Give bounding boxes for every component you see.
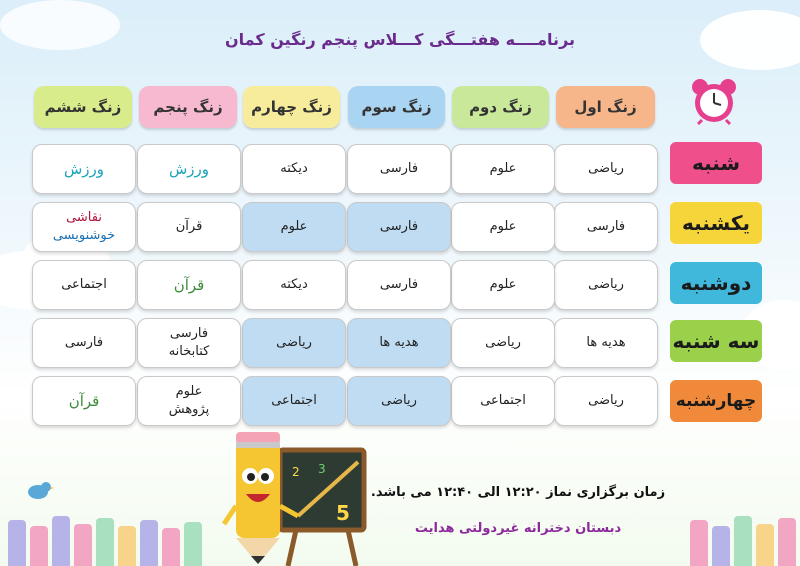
table-cell: هدیه ها bbox=[347, 318, 451, 368]
header-period-6: زنگ ششم bbox=[34, 86, 132, 128]
table-cell: علوم bbox=[451, 144, 555, 194]
day-label-wednesday: چهارشنبه bbox=[670, 380, 762, 422]
fence-decoration bbox=[162, 528, 180, 566]
table-cell: قرآن bbox=[32, 376, 136, 426]
table-cell: ریاضی bbox=[554, 260, 658, 310]
fence-decoration bbox=[74, 524, 92, 566]
school-name: دبستان دخترانه غیردولتی هدایت bbox=[414, 521, 622, 536]
table-cell: دیکته bbox=[242, 260, 346, 310]
table-cell: علوم پژوهش bbox=[137, 376, 241, 426]
table-cell: اجتماعی bbox=[242, 376, 346, 426]
table-cell: ریاضی bbox=[347, 376, 451, 426]
table-cell: نقاشی خوشنویسی bbox=[32, 202, 136, 252]
cloud-decoration bbox=[0, 0, 120, 50]
fence-decoration bbox=[52, 516, 70, 566]
table-cell: دیکته bbox=[242, 144, 346, 194]
day-label-saturday: شنبه bbox=[670, 142, 762, 184]
header-period-3: زنگ سوم bbox=[348, 86, 445, 128]
prayer-time-note: زمان برگزاری نماز ۱۲:۲۰ الی ۱۲:۴۰ می باشد. bbox=[370, 485, 666, 500]
table-cell: فارسی bbox=[347, 202, 451, 252]
header-period-4: زنگ چهارم bbox=[243, 86, 340, 128]
table-cell: قرآن bbox=[137, 202, 241, 252]
svg-text:5: 5 bbox=[336, 501, 350, 525]
fence-decoration bbox=[140, 520, 158, 566]
fence-decoration bbox=[690, 520, 708, 566]
table-cell: فارسی bbox=[554, 202, 658, 252]
fence-decoration bbox=[8, 520, 26, 566]
table-cell: هدیه ها bbox=[554, 318, 658, 368]
table-cell: فارسی bbox=[347, 144, 451, 194]
alarm-clock-icon bbox=[688, 77, 740, 125]
day-label-monday: دوشنبه bbox=[670, 262, 762, 304]
pencil-chalkboard-illustration bbox=[218, 428, 368, 566]
fence-decoration bbox=[96, 518, 114, 566]
table-cell: فارسی bbox=[347, 260, 451, 310]
header-period-5: زنگ پنجم bbox=[139, 86, 237, 128]
table-cell: ریاضی bbox=[451, 318, 555, 368]
table-cell: علوم bbox=[451, 202, 555, 252]
day-label-sunday: یکشنبه bbox=[670, 202, 762, 244]
svg-text:3: 3 bbox=[318, 462, 326, 476]
table-cell: ورزش bbox=[32, 144, 136, 194]
page-title: برنامــــه هفتـــگی کـــلاس پنجم رنگین کمان bbox=[224, 30, 576, 49]
table-cell: اجتماعی bbox=[451, 376, 555, 426]
table-cell: فارسی کتابخانه bbox=[137, 318, 241, 368]
bird-icon bbox=[24, 478, 54, 502]
table-cell: ورزش bbox=[137, 144, 241, 194]
table-cell: فارسی bbox=[32, 318, 136, 368]
header-period-2: زنگ دوم bbox=[452, 86, 549, 128]
fence-decoration bbox=[118, 526, 136, 566]
fence-decoration bbox=[30, 526, 48, 566]
table-cell: ریاضی bbox=[242, 318, 346, 368]
table-cell: ریاضی bbox=[554, 376, 658, 426]
fence-decoration bbox=[778, 518, 796, 566]
fence-decoration bbox=[712, 526, 730, 566]
fence-decoration bbox=[756, 524, 774, 566]
table-cell: اجتماعی bbox=[32, 260, 136, 310]
table-cell: علوم bbox=[242, 202, 346, 252]
day-label-tuesday: سه شنبه bbox=[670, 320, 762, 362]
header-period-1: زنگ اول bbox=[556, 86, 655, 128]
table-cell: ریاضی bbox=[554, 144, 658, 194]
table-cell: علوم bbox=[451, 260, 555, 310]
table-cell: قرآن bbox=[137, 260, 241, 310]
fence-decoration bbox=[184, 522, 202, 566]
svg-text:2: 2 bbox=[292, 465, 300, 479]
fence-decoration bbox=[734, 516, 752, 566]
